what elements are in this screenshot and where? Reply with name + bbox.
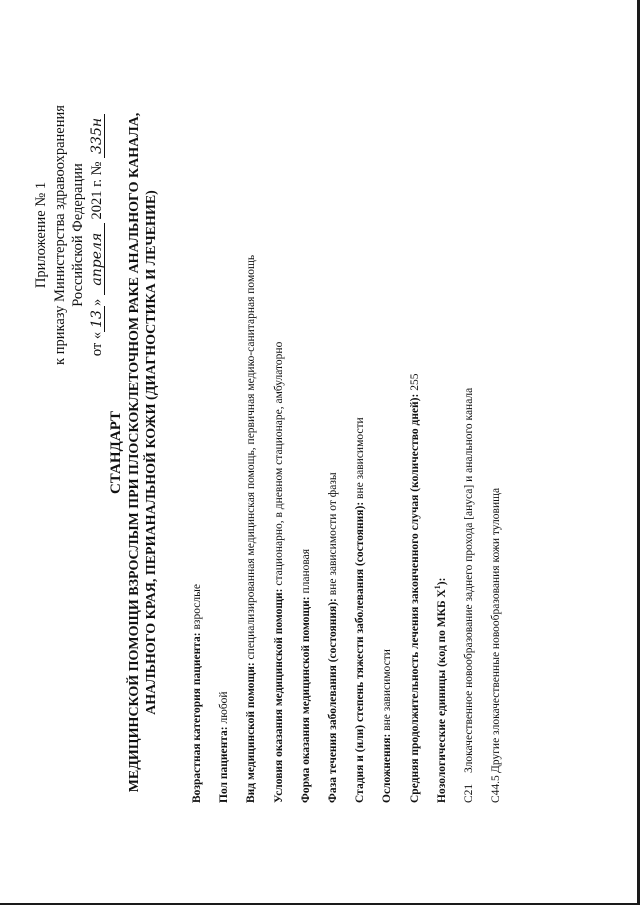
document-title (108, 30, 160, 875)
order-reference: к приказу Министерства здравоохранения (51, 105, 68, 365)
nosology-label-end: ): (435, 577, 448, 586)
standard-fields (190, 33, 516, 803)
field-label: Форма оказания медицинской помощи: (299, 596, 312, 803)
field-label (432, 577, 448, 803)
date-month-handwritten: апреля (90, 223, 105, 295)
icd-description: Другие злокачественные новообразования кожи туловища (490, 487, 503, 773)
date-year: 2021 г. № (88, 161, 105, 220)
field-label: Средняя продолжительность лечения законченного случая (количество дней): (408, 393, 421, 803)
field-label: Стадия и (или) степень тяжести заболевания (состояния): (354, 501, 367, 803)
date-mid: » (88, 298, 105, 307)
date-prefix: от « (88, 331, 105, 357)
footnote-marker: 1 (432, 585, 442, 590)
field-disease-phase (326, 33, 340, 803)
icd-code: C44.5 (490, 775, 503, 803)
field-value: вне зависимости (381, 649, 394, 734)
field-nosology-heading (432, 33, 449, 803)
federation-name: Российской Федерации (70, 163, 86, 307)
field-care-form (299, 33, 313, 803)
field-care-conditions (272, 33, 286, 803)
field-disease-stage (353, 33, 367, 803)
field-value: стационарно, в дневном стационаре, амбулаторно (272, 341, 285, 589)
field-sex (217, 33, 231, 803)
field-label: Пол пациента: (218, 726, 231, 803)
title-line-2: АНАЛЬНОГО КРАЯ, ПЕРИАНАЛЬНОЙ КОЖИ (ДИАГНОСТИКА И ЛЕЧЕНИЕ) (144, 190, 159, 715)
field-value: вне зависимости от фазы (326, 472, 339, 599)
field-value: плановая (299, 548, 312, 597)
field-care-type (244, 33, 258, 803)
nosology-label: Нозологические единицы (код по МКБ Х (435, 589, 448, 803)
date-day-handwritten: 13 (90, 306, 105, 332)
field-value: 255 (408, 373, 421, 394)
icd-code: C21 (462, 783, 475, 803)
field-value: вне зависимости (354, 417, 367, 502)
approval-date (88, 55, 107, 415)
nosology-item (489, 33, 503, 803)
order-number-handwritten: 335н (90, 114, 105, 158)
field-label: Вид медицинской помощи: (245, 662, 258, 803)
field-label: Условия оказания медицинской помощи: (272, 588, 285, 803)
field-age-category (190, 33, 204, 803)
field-value: взрослые (191, 584, 203, 633)
icd-description: Злокачественное новообразование заднего прохода [ануса] и анального канала (462, 387, 475, 773)
field-treatment-duration (408, 33, 422, 803)
title-heading: СТАНДАРТ (108, 410, 124, 495)
appendix-number: Приложение № 1 (33, 181, 49, 289)
field-label: Фаза течения заболевания (состояния): (326, 598, 339, 803)
field-value: специализированная медицинская помощь, первичная медико-санитарная помощь (245, 254, 258, 663)
field-complications (380, 33, 394, 803)
nosology-item (462, 33, 476, 803)
title-line-1: МЕДИЦИНСКОЙ ПОМОЩИ ВЗРОСЛЫМ ПРИ ПЛОСКОКЛЕТОЧНОМ РАКЕ АНАЛЬНОГО КАНАЛА, (127, 112, 142, 793)
field-label: Возрастная категория пациента: (191, 632, 203, 803)
field-label: Осложнения: (381, 733, 394, 803)
approval-block (32, 55, 106, 415)
field-value: любой (218, 691, 231, 727)
